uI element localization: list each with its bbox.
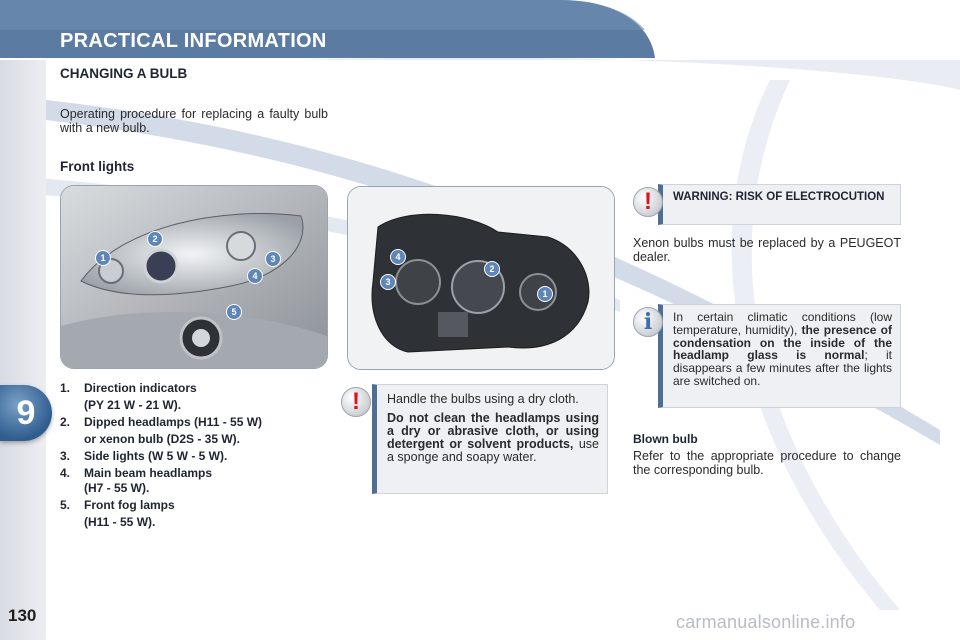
xenon-note: Xenon bulbs must be replaced by a PEUGEOT dealer. [633, 236, 901, 264]
electrocution-warning [658, 184, 901, 225]
front-lights-title: Front lights [60, 159, 135, 174]
unit-callout-3: 3 [380, 274, 396, 290]
headlamp-photo [60, 185, 328, 369]
unit-callout-4: 4 [390, 249, 406, 265]
callout-3: 3 [265, 251, 281, 267]
callout-1: 1 [95, 250, 111, 266]
section-intro: Operating procedure for replacing a faulty bulb with a new bulb. [60, 107, 328, 135]
chapter-number: 9 [16, 393, 36, 432]
list-item: 5. Front fog lamps (H11 - 55 W). [60, 498, 175, 529]
callout-5: 5 [226, 304, 242, 320]
list-item: 2. Dipped headlamps (H11 - 55 W) or xenon bulb (D2S - 35 W). [60, 415, 263, 446]
handle-note-text: Handle the bulbs using a dry cloth. [387, 392, 579, 406]
bulb-list [60, 381, 330, 532]
unit-callout-2: 2 [484, 261, 500, 277]
blown-bulb-text: Refer to the appropriate procedure to change the corresponding bulb. [633, 449, 901, 477]
list-item: 3. Side lights (W 5 W - 5 W). [60, 449, 228, 463]
info-icon: i [633, 307, 663, 337]
watermark: carmanualsonline.info [676, 612, 856, 632]
handle-note-warning: Do not clean the headlamps using a dry or abrasive cloth, or using detergent or solvent products, use a sponge and soapy water. [387, 411, 599, 464]
exclamation-icon: ! [633, 187, 663, 217]
page-title: PRACTICAL INFORMATION [60, 30, 327, 52]
warning-title: WARNING: RISK OF ELECTROCUTION [673, 191, 885, 203]
blown-bulb-title: Blown bulb [633, 432, 698, 446]
handle-bulbs-note [372, 384, 608, 494]
list-item: 1. Direction indicators (PY 21 W - 21 W). [60, 381, 197, 412]
exclamation-icon: ! [341, 387, 371, 417]
info-text: In certain climatic conditions (low temperature, humidity), the presence of condensation on the inside of the headlamp glass is normal; it disappears a few minutes after the lights are switched on. [673, 310, 893, 388]
condensation-info [658, 304, 901, 408]
callout-2: 2 [147, 231, 163, 247]
list-item: 4. Main beam headlamps (H7 - 55 W). [60, 466, 213, 495]
unit-callout-1: 1 [537, 286, 553, 302]
callout-4: 4 [247, 268, 263, 284]
left-margin-strip [0, 60, 46, 640]
section-title: CHANGING A BULB [60, 66, 188, 81]
page-number: 130 [8, 606, 37, 625]
